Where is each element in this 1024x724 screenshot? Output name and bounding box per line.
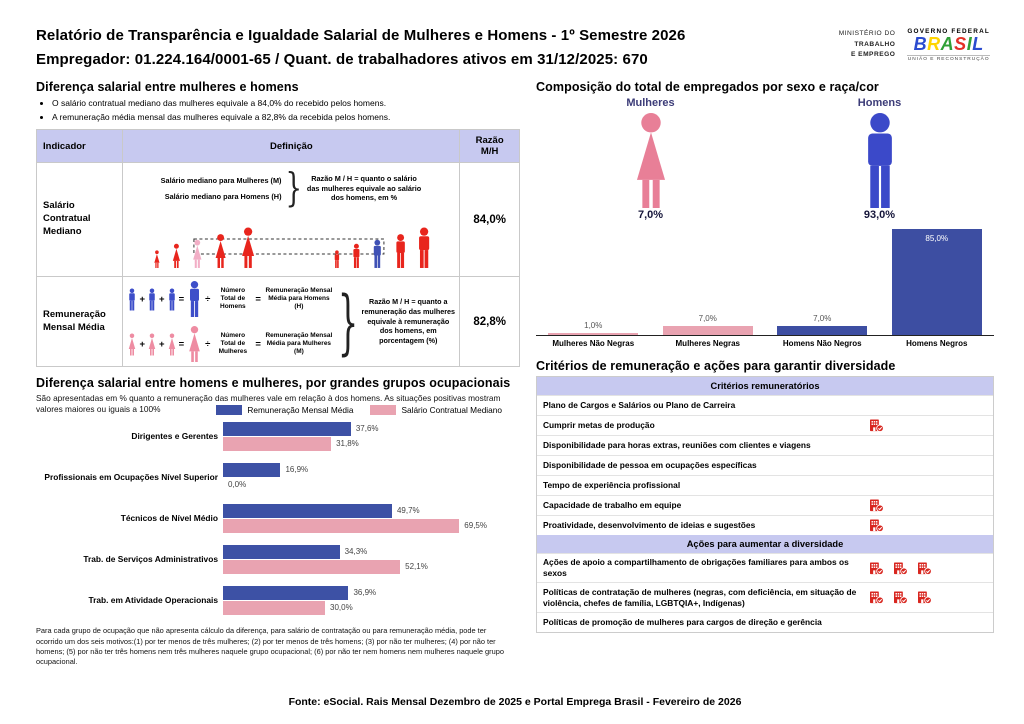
column-header-indicador: Indicador	[37, 130, 123, 163]
category-label: Homens Negros	[906, 339, 968, 348]
men-label: Homens	[857, 97, 902, 109]
median-men-label: Salário mediano para Homens (H)	[164, 192, 282, 201]
report-subtitle: Empregador: 01.224.164/0001-65 / Quant. de trabalhadores ativos em 31/12/2025: 670	[36, 51, 648, 68]
criteria-label: Proatividade, desenvolvimento de ideias e sugestões	[543, 519, 756, 530]
criteria-icons	[865, 589, 993, 606]
woman-icon	[127, 333, 137, 356]
definition-cell	[123, 163, 460, 277]
plus-operator: +	[139, 338, 145, 350]
composition-bar-slot	[880, 229, 995, 335]
man-icon	[167, 288, 177, 311]
occupation-group	[36, 585, 520, 615]
building-check-icon	[869, 591, 884, 604]
ministry-line: TRABALHO	[854, 40, 896, 48]
women-figure-block	[536, 97, 765, 221]
building-check-icon	[893, 562, 908, 575]
average-definition	[127, 281, 455, 362]
criteria-row	[537, 395, 993, 415]
man-icon	[147, 288, 157, 311]
bar-line	[223, 518, 520, 533]
criteria-row	[537, 495, 993, 515]
bar-remuneracao-media	[223, 422, 351, 436]
definition-cell	[123, 277, 460, 367]
composition-bars	[536, 227, 994, 336]
bar-salario-mediano	[223, 437, 331, 451]
occupation-label: Trab. em Atividade Operacionais	[88, 595, 218, 606]
bar-value: 31,8%	[336, 439, 359, 449]
divide-operator: ÷	[205, 293, 211, 305]
criteria-icons	[865, 403, 993, 407]
occupation-label: Técnicos de Nível Médio	[120, 513, 218, 524]
equals-operator: =	[178, 293, 185, 305]
bar-value: 36,9%	[353, 588, 377, 598]
formula-rows	[127, 281, 334, 362]
left-column	[36, 80, 520, 696]
bar-value: 30,0%	[330, 603, 353, 613]
report-title: Relatório de Transparência e Igualdade Salarial de Mulheres e Homens - 1º Semestre 2026	[36, 27, 686, 44]
right-column	[536, 80, 994, 696]
bar-remuneracao-media	[223, 545, 340, 559]
indicator-label: Salário Contratual Mediano	[37, 163, 123, 277]
occupation-label: Trab. de Serviços Administrativos	[83, 554, 218, 565]
criteria-section-header: Ações para aumentar a diversidade	[537, 535, 993, 553]
avg-women-label: Remuneração Mensal Média para Mulheres (M)	[265, 332, 333, 355]
occupation-group	[36, 462, 520, 492]
criteria-icons	[865, 417, 993, 434]
median-women-label: Salário mediano para Mulheres (M)	[160, 176, 282, 185]
bar-line	[223, 477, 520, 492]
criteria-icons	[865, 560, 993, 577]
occupation-group	[36, 503, 520, 533]
indicator-label: Remuneração Mensal Média	[37, 277, 123, 367]
composition-bar-slot	[536, 321, 651, 335]
occupation-footnote: Para cada grupo de ocupação que não apresenta cálculo da diferença, para salário de contratação ou para remuneração média, pode ter ocorrido um dos seis motivos:(1) por ter menos de três mulheres; (2) por ter menos de três homens; (3) por não ter mulheres; (4) por não ter homens; (5) por não ter três homens nem três mulheres naquele grupo ocupacional; (6) por não ter nem homens nem mulheres naquele grupo ocupacional.	[36, 626, 504, 667]
salary-gap-bullets	[38, 98, 520, 122]
uniao-reconstrucao-label: UNIÃO E RECONSTRUÇÃO	[907, 56, 990, 62]
legend-swatch-blue	[216, 405, 242, 415]
bar-line	[223, 503, 520, 518]
ratio-note: Razão M / H = quanto a remuneração das mulheres equivale à remuneração dos homens, em porcentagem (%)	[361, 297, 455, 346]
composition-chart	[536, 227, 994, 349]
bar-salario-mediano	[223, 560, 400, 574]
bar-value: 37,6%	[355, 424, 379, 434]
bar-line	[223, 544, 520, 559]
criteria-row	[537, 415, 993, 435]
criteria-table	[536, 376, 994, 634]
bar-line	[223, 462, 520, 477]
column-header-razao: Razão M/H	[460, 130, 520, 163]
section-title-salary-gap: Diferença salarial entre mulheres e homens	[36, 80, 299, 94]
criteria-section	[536, 359, 994, 634]
bar-remuneracao-media	[223, 504, 392, 518]
category-label: Homens Não Negros	[782, 339, 862, 348]
bar-value: 85,0%	[925, 233, 949, 243]
report-titles	[36, 24, 685, 72]
section-title-criteria: Critérios de remuneração e ações para garantir diversidade	[536, 358, 896, 373]
criteria-row	[537, 553, 993, 583]
men-percentage: 93,0%	[863, 209, 896, 221]
occupation-label: Dirigentes e Gerentes	[131, 431, 218, 442]
criteria-row	[537, 475, 993, 495]
occupation-bars	[223, 544, 520, 574]
building-check-icon	[917, 562, 932, 575]
composition-categories	[536, 336, 994, 349]
building-check-icon	[869, 562, 884, 575]
men-figure-block	[765, 97, 994, 221]
ministry-label	[839, 29, 896, 61]
bar-line	[223, 436, 520, 451]
criteria-row	[537, 455, 993, 475]
criteria-icons	[865, 621, 993, 625]
bar-value: 0,0%	[228, 480, 247, 490]
total-women-label: Número Total de Mulheres	[218, 332, 248, 355]
criteria-row	[537, 612, 993, 632]
equals-operator: =	[178, 338, 185, 350]
occupation-bars	[223, 421, 520, 451]
bar-value: 16,9%	[285, 465, 309, 475]
bar-salario-mediano	[223, 601, 325, 615]
bar-remuneracao-media	[223, 463, 280, 477]
equals-operator: =	[255, 338, 261, 350]
brace-icon	[286, 169, 303, 208]
criteria-label: Políticas de promoção de mulheres para cargos de direção e gerência	[543, 617, 822, 628]
occupation-bars	[223, 462, 520, 492]
occupation-subtitle: São apresentadas em % quanto a remuneração das mulheres vale em relação à dos homens. As situações positivas mostram valores maiores ou iguais a 100%	[36, 393, 501, 415]
brasil-letter: I	[966, 34, 973, 54]
composition-bar	[663, 326, 753, 335]
occupation-group	[36, 544, 520, 574]
table-row-salario-mediano	[37, 163, 520, 277]
criteria-row	[537, 435, 993, 455]
formula-men	[127, 281, 334, 317]
occupation-chart	[36, 421, 520, 615]
criteria-label: Disponibilidade para horas extras, reuniões com clientes e viagens	[543, 439, 811, 450]
bar-line	[223, 600, 520, 615]
criteria-label: Tempo de experiência profissional	[543, 479, 681, 490]
brasil-wordmark	[907, 35, 990, 54]
brasil-letter: S	[954, 34, 967, 54]
bar-value: 7,0%	[813, 314, 832, 324]
building-check-icon	[869, 419, 884, 432]
women-percentage: 7,0%	[637, 209, 664, 221]
bar-value: 1,0%	[584, 321, 603, 330]
section-title-composition: Composição do total de empregados por sexo e raça/cor	[536, 80, 879, 94]
bar-line	[223, 421, 520, 436]
criteria-icons	[865, 483, 993, 487]
brasil-letter: B	[913, 34, 928, 54]
women-label: Mulheres	[626, 97, 675, 109]
criteria-row	[537, 515, 993, 535]
criteria-label: Políticas de contratação de mulheres (negras, com deficiência, em situação de violência, chefes de família, LGBTQIA+, Indígenas)	[543, 586, 857, 608]
woman-icon-large	[186, 326, 203, 362]
composition-bar-slot	[765, 314, 880, 335]
bullet-item: • O salário contratual mediano das mulheres equivale a 84,0% do recebido pelos homens.	[52, 98, 520, 108]
bar-salario-mediano	[223, 519, 459, 533]
ratio-note: Razão M / H = quanto o salário das mulheres equivale ao salário dos homens, em %	[306, 174, 422, 203]
plus-operator: +	[139, 293, 145, 305]
plus-operator: +	[159, 293, 165, 305]
source-label: Fonte: eSocial. Rais Mensal Dezembro de 2025 e Portal Emprega Brasil - Fevereiro de 2026	[288, 696, 742, 708]
table-row-remuneracao-media	[37, 277, 520, 367]
bar-value: 7,0%	[698, 314, 717, 324]
gov-federal-logo	[907, 28, 990, 62]
legend-label: Salário Contratual Mediano	[401, 405, 502, 416]
building-check-icon	[869, 499, 884, 512]
total-men-label: Número Total de Homens	[220, 287, 246, 310]
governo-federal-label: GOVERNO FEDERAL	[907, 28, 990, 35]
criteria-label: Capacidade de trabalho em equipe	[543, 499, 682, 510]
man-icon-large	[856, 113, 904, 208]
median-comparison-figures	[127, 210, 455, 272]
woman-icon	[167, 333, 177, 356]
woman-icon-large	[627, 113, 675, 208]
median-definition-header	[127, 169, 455, 208]
category-label: Mulheres Não Negras	[552, 339, 635, 348]
man-icon-large	[186, 281, 203, 317]
criteria-icons	[865, 497, 993, 514]
bar-line	[223, 559, 520, 574]
column-header-definicao: Definição	[123, 130, 460, 163]
composition-bar	[777, 326, 867, 335]
occupation-bars	[223, 503, 520, 533]
ratio-value: 82,8%	[460, 277, 520, 367]
composition-bar	[548, 333, 638, 335]
criteria-label: Disponibilidade de pessoa em ocupações específicas	[543, 459, 757, 470]
composition-figures	[536, 97, 994, 221]
bar-value: 49,7%	[396, 506, 420, 516]
composition-bar	[892, 229, 982, 335]
brasil-letter: A	[940, 34, 955, 54]
bar-value: 69,5%	[464, 521, 487, 531]
occupation-section	[36, 376, 520, 668]
man-icon	[127, 288, 137, 311]
criteria-section-header: Critérios remuneratórios	[537, 377, 993, 395]
bar-remuneracao-media	[223, 586, 348, 600]
salary-gap-table	[36, 129, 520, 367]
brasil-letter: L	[972, 34, 984, 54]
criteria-row	[537, 582, 993, 612]
plus-operator: +	[159, 338, 165, 350]
equals-operator: =	[255, 293, 261, 305]
avg-men-label: Remuneração Mensal Média para Homens (H)	[265, 287, 333, 310]
report-header	[36, 24, 994, 72]
legend-swatch-pink	[370, 405, 396, 415]
median-labels	[161, 169, 282, 208]
ratio-value: 84,0%	[460, 163, 520, 277]
formula-women	[127, 326, 334, 362]
bar-value: 34,3%	[344, 547, 368, 557]
ministry-line: MINISTÉRIO DO	[838, 30, 896, 38]
woman-icon	[147, 333, 157, 356]
bar-value: 52,1%	[405, 562, 428, 572]
criteria-label: Ações de apoio a compartilhamento de obrigações familiares para ambos os sexos	[543, 557, 849, 579]
criteria-label: Cumprir metas de produção	[543, 419, 655, 430]
bar-line	[223, 585, 520, 600]
building-check-icon	[869, 519, 884, 532]
occupation-bars	[223, 585, 520, 615]
brace-icon	[338, 286, 358, 356]
occupation-label: Profissionais em Ocupações Nível Superior	[44, 472, 218, 483]
criteria-icons	[865, 463, 993, 467]
section-title-occupation: Diferença salarial entre homens e mulheres, por grandes grupos ocupacionais	[36, 376, 511, 390]
legend-label: Remuneração Mensal Média	[247, 405, 354, 416]
building-check-icon	[893, 591, 908, 604]
brasil-letter: R	[927, 34, 941, 54]
bullet-item: • A remuneração média mensal das mulheres equivale a 82,8% da recebida pelos homens.	[52, 112, 520, 122]
table-header-row	[37, 130, 520, 163]
report-footer	[36, 696, 994, 724]
main-columns	[36, 80, 994, 696]
occupation-group	[36, 421, 520, 451]
composition-bar-slot	[651, 314, 766, 335]
building-check-icon	[917, 591, 932, 604]
header-logos	[839, 28, 990, 62]
category-label: Mulheres Negras	[675, 339, 740, 348]
criteria-icons	[865, 443, 993, 447]
ministry-line: E EMPREGO	[850, 51, 896, 59]
criteria-label: Plano de Cargos e Salários ou Plano de Carreira	[543, 399, 736, 410]
divide-operator: ÷	[205, 338, 211, 350]
criteria-icons	[865, 517, 993, 534]
